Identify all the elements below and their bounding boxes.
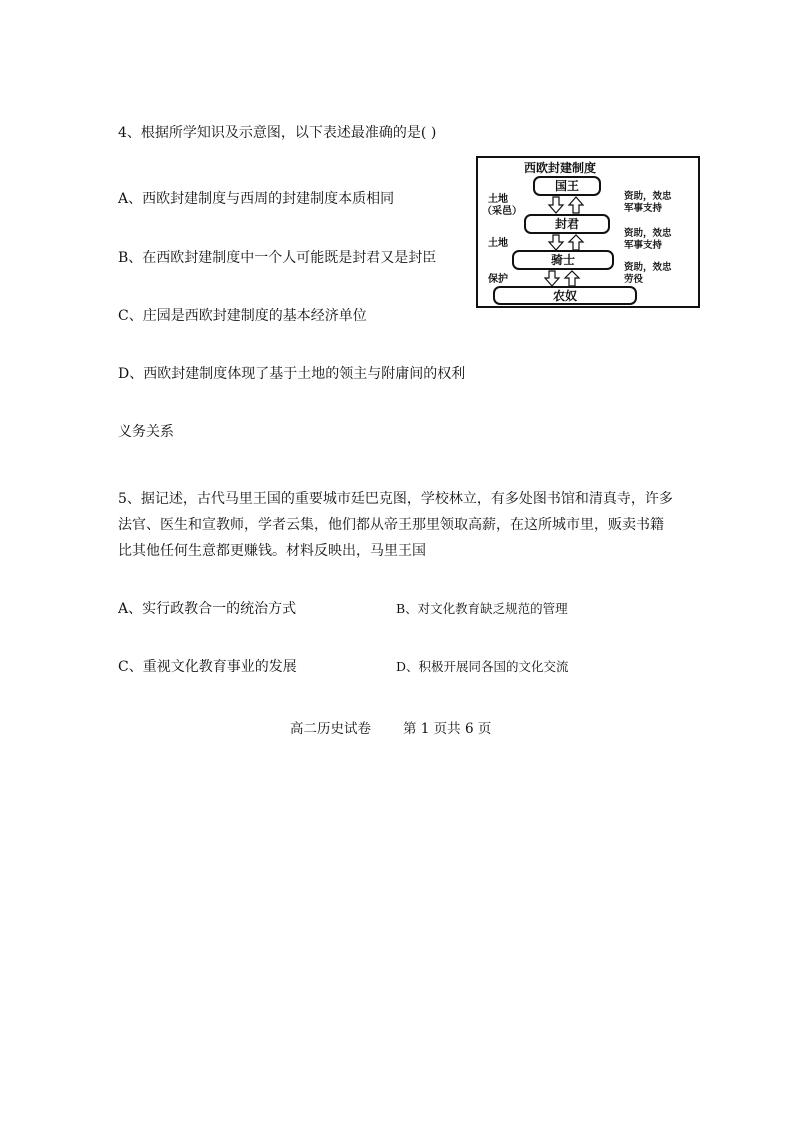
right-label-military-2: 军事支持 [624, 240, 663, 251]
question-4-option-d: D、西欧封建制度体现了基于土地的领主与附庸间的权利 [118, 366, 466, 382]
right-label-support-3: 资助，效忠 [624, 262, 672, 273]
right-label-military-1: 军事支持 [624, 203, 663, 214]
arrow-down-icon [549, 197, 563, 213]
footer-exam-title: 高二历史试卷 [290, 721, 371, 737]
level-label-lord: 封君 [554, 217, 580, 231]
question-5-stem-line-3: 比其他任何生意都更赚钱。材料反映出，马里王国 [118, 543, 426, 559]
diagram-title: 西欧封建制度 [524, 161, 597, 175]
question-5-option-d: D、积极开展同各国的文化交流 [396, 659, 569, 674]
question-5-option-a: A、实行政教合一的统治方式 [118, 601, 297, 617]
level-label-knight: 骑士 [550, 253, 576, 267]
left-label-fief: （采邑） [482, 206, 522, 217]
level-label-king: 国王 [554, 179, 580, 193]
right-label-labor: 劳役 [624, 274, 644, 285]
question-5-option-c: C、重视文化教育事业的发展 [118, 659, 297, 675]
question-4-stem: 4、根据所学知识及示意图，以下表述最准确的是( ) [118, 125, 437, 141]
question-5-stem-line-1: 5、据记述，古代马里王国的重要城市廷巴克图，学校林立，有多处图书馆和清真寺，许多 [118, 491, 673, 507]
feudal-system-diagram-svg [478, 158, 698, 306]
question-4-option-b: B、在西欧封建制度中一个人可能既是封君又是封臣 [118, 250, 437, 266]
arrow-up-icon [569, 197, 583, 213]
question-4-option-c: C、庄园是西欧封建制度的基本经济单位 [118, 308, 367, 324]
left-label-land-1: 土地 [488, 194, 508, 205]
question-5-stem-line-2: 法官、医生和宣教师，学者云集，他们都从帝王那里领取高薪，在这所城市里，贩卖书籍 [118, 517, 664, 533]
question-4-option-d-continuation: 义务关系 [118, 424, 174, 440]
footer-page-number: 第 1 页共 6 页 [403, 721, 492, 737]
question-5-option-b: B、对文化教育缺乏规范的管理 [396, 601, 568, 616]
question-4-option-a: A、西欧封建制度与西周的封建制度本质相同 [118, 191, 395, 207]
arrow-up-icon [565, 271, 579, 286]
right-label-support-2: 资助，效忠 [624, 228, 672, 239]
left-label-protection: 保护 [488, 274, 508, 285]
arrow-down-icon [549, 235, 563, 250]
feudal-system-diagram [476, 156, 700, 308]
arrow-up-icon [569, 235, 583, 250]
left-label-land-2: 土地 [488, 238, 508, 249]
right-label-support-1: 资助，效忠 [624, 191, 672, 202]
level-label-serf: 农奴 [552, 289, 578, 303]
arrow-down-icon [545, 271, 559, 286]
